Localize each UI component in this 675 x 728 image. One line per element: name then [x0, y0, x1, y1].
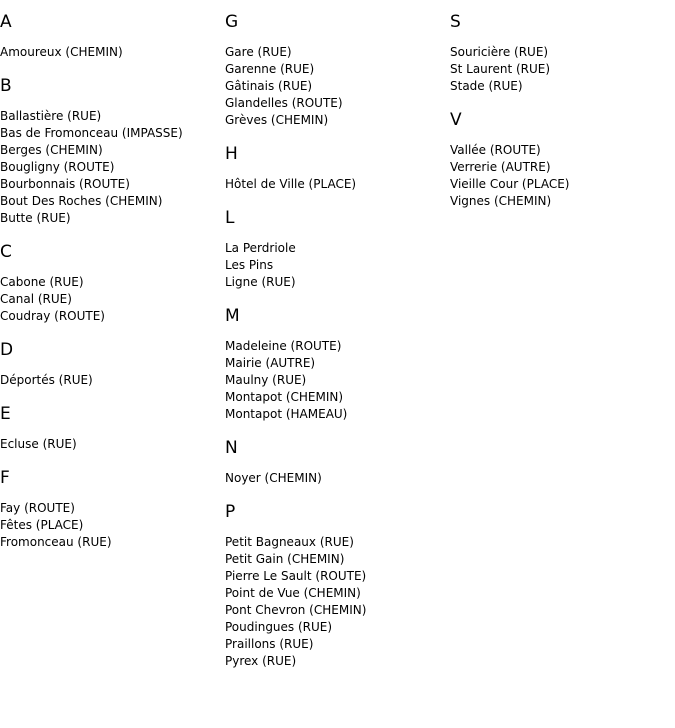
letter-section [0, 402, 220, 453]
street-item[interactable]: Coudray (ROUTE) [0, 309, 105, 323]
street-item[interactable]: Ligne (RUE) [225, 275, 296, 289]
street-item[interactable]: Gâtinais (RUE) [225, 79, 313, 93]
letter-section [450, 10, 670, 95]
street-item[interactable]: Maulny (RUE) [225, 373, 307, 387]
street-item[interactable]: Fromonceau (RUE) [0, 535, 112, 549]
street-list [0, 500, 220, 551]
street-item[interactable]: Vallée (ROUTE) [450, 143, 541, 157]
section-letter-heading: A [0, 12, 12, 32]
street-item[interactable]: Point de Vue (CHEMIN) [225, 586, 361, 600]
letter-section [225, 436, 445, 487]
letter-section [0, 74, 220, 227]
street-list [0, 44, 220, 61]
street-item[interactable]: Mairie (AUTRE) [225, 356, 316, 370]
section-letter-heading: S [450, 12, 461, 32]
letter-section [0, 10, 220, 61]
section-letter-heading: G [225, 12, 239, 32]
street-list [225, 470, 445, 487]
street-item[interactable]: Montapot (CHEMIN) [225, 390, 344, 404]
street-item[interactable]: Gare (RUE) [225, 45, 292, 59]
letter-section [225, 500, 445, 670]
section-letter-heading: L [225, 208, 235, 228]
street-list [225, 240, 445, 291]
street-list [450, 44, 670, 95]
index-column [0, 10, 220, 564]
street-item[interactable]: Madeleine (ROUTE) [225, 339, 342, 353]
street-item[interactable]: Praillons (RUE) [225, 637, 314, 651]
street-item[interactable]: Ecluse (RUE) [0, 437, 77, 451]
street-item[interactable]: Fêtes (PLACE) [0, 518, 84, 532]
street-item[interactable]: Vieille Cour (PLACE) [450, 177, 570, 191]
street-item[interactable]: Berges (CHEMIN) [0, 143, 103, 157]
street-item[interactable]: Petit Gain (CHEMIN) [225, 552, 345, 566]
street-item[interactable]: Canal (RUE) [0, 292, 72, 306]
street-item[interactable]: Poudingues (RUE) [225, 620, 333, 634]
street-item[interactable]: La Perdriole [225, 241, 296, 255]
street-list [0, 436, 220, 453]
street-item[interactable]: Stade (RUE) [450, 79, 523, 93]
street-list [225, 44, 445, 129]
street-item[interactable]: Bas de Fromonceau (IMPASSE) [0, 126, 183, 140]
section-letter-heading: N [225, 438, 238, 458]
letter-section [225, 206, 445, 291]
street-item[interactable]: Les Pins [225, 258, 274, 272]
street-item[interactable]: Pyrex (RUE) [225, 654, 297, 668]
letter-section [450, 108, 670, 210]
section-letter-heading: H [225, 144, 238, 164]
street-item[interactable]: Ballastière (RUE) [0, 109, 102, 123]
section-letter-heading: B [0, 76, 12, 96]
street-item[interactable]: Petit Bagneaux (RUE) [225, 535, 354, 549]
street-item[interactable]: Vignes (CHEMIN) [450, 194, 552, 208]
street-item[interactable]: Bout Des Roches (CHEMIN) [0, 194, 163, 208]
street-item[interactable]: Souricière (RUE) [450, 45, 549, 59]
letter-section [225, 142, 445, 193]
street-item[interactable]: Amoureux (CHEMIN) [0, 45, 123, 59]
section-letter-heading: F [0, 468, 10, 488]
street-item[interactable]: Garenne (RUE) [225, 62, 315, 76]
section-letter-heading: M [225, 306, 240, 326]
letter-section [225, 10, 445, 129]
street-item[interactable]: Noyer (CHEMIN) [225, 471, 322, 485]
section-letter-heading: E [0, 404, 11, 424]
letter-section [0, 338, 220, 389]
street-item[interactable]: Glandelles (ROUTE) [225, 96, 343, 110]
street-list [0, 274, 220, 325]
street-item[interactable]: Butte (RUE) [0, 211, 71, 225]
street-list [450, 142, 670, 210]
street-item[interactable]: Fay (ROUTE) [0, 501, 75, 515]
street-list [0, 372, 220, 389]
index-column [225, 10, 445, 683]
letter-section [0, 240, 220, 325]
street-item[interactable]: Montapot (HAMEAU) [225, 407, 348, 421]
street-item[interactable]: Cabone (RUE) [0, 275, 84, 289]
index-column [450, 10, 670, 223]
street-item[interactable]: Déportés (RUE) [0, 373, 93, 387]
section-letter-heading: V [450, 110, 462, 130]
street-list [225, 534, 445, 670]
street-list [0, 108, 220, 227]
street-list [225, 338, 445, 423]
section-letter-heading: P [225, 502, 236, 522]
letter-section [0, 466, 220, 551]
street-item[interactable]: Pierre Le Sault (ROUTE) [225, 569, 367, 583]
letter-section [225, 304, 445, 423]
street-list [225, 176, 445, 193]
street-item[interactable]: Bougligny (ROUTE) [0, 160, 115, 174]
section-letter-heading: C [0, 242, 12, 262]
street-item[interactable]: Verrerie (AUTRE) [450, 160, 551, 174]
street-item[interactable]: Pont Chevron (CHEMIN) [225, 603, 367, 617]
street-item[interactable]: St Laurent (RUE) [450, 62, 551, 76]
street-item[interactable]: Grèves (CHEMIN) [225, 113, 329, 127]
street-item[interactable]: Hôtel de Ville (PLACE) [225, 177, 357, 191]
section-letter-heading: D [0, 340, 14, 360]
street-item[interactable]: Bourbonnais (ROUTE) [0, 177, 130, 191]
